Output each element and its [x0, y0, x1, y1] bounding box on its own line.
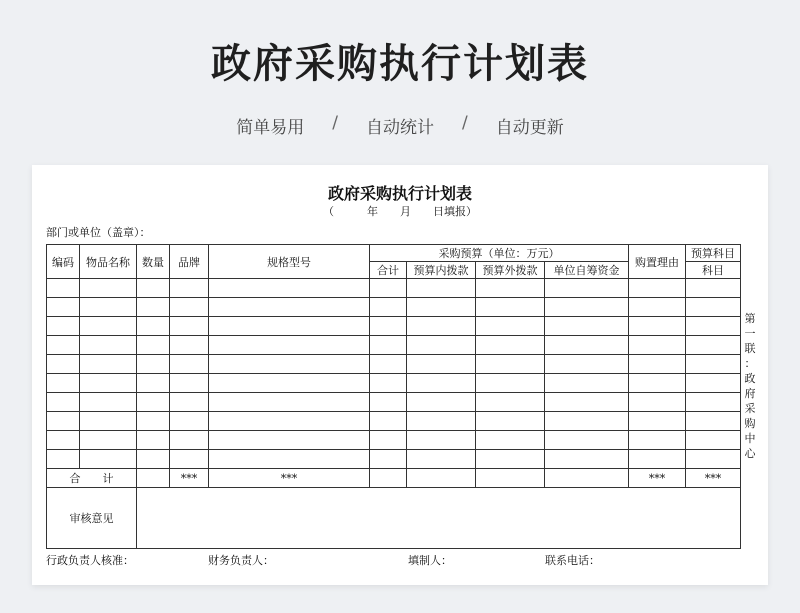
cell-subject[interactable]: [686, 317, 741, 336]
side-note-char: 第: [744, 312, 756, 325]
header-code: 编码: [47, 245, 80, 279]
cell-quantity[interactable]: [137, 298, 170, 317]
cell-spec[interactable]: [209, 317, 370, 336]
cell-reason[interactable]: [629, 374, 686, 393]
cell-budget-out[interactable]: [476, 412, 545, 431]
table-row: [47, 431, 741, 450]
cell-item-name[interactable]: [80, 298, 137, 317]
cell-item-name[interactable]: [80, 279, 137, 298]
cell-reason[interactable]: [629, 431, 686, 450]
cell-budget-in[interactable]: [407, 393, 476, 412]
footer-filler: 填制人：: [408, 554, 452, 567]
cell-reason[interactable]: [629, 279, 686, 298]
cell-item-name[interactable]: [80, 374, 137, 393]
cell-subject[interactable]: [686, 279, 741, 298]
cell-budget-self[interactable]: [545, 298, 629, 317]
total-brand: ***: [170, 469, 209, 488]
cell-budget-self[interactable]: [545, 412, 629, 431]
tag-auto-stat: 自动统计: [366, 118, 434, 138]
cell-code[interactable]: [47, 431, 80, 450]
cell-budget-total[interactable]: [370, 374, 407, 393]
header-budget-total: 合计: [370, 262, 407, 279]
banner-subtitle: [0, 113, 800, 138]
cell-brand[interactable]: [170, 279, 209, 298]
signature-footer: [46, 552, 746, 566]
header-subject: 科目: [686, 262, 741, 279]
cell-brand[interactable]: [170, 450, 209, 469]
side-note: [743, 311, 757, 461]
header-budget-in: 预算内拨款: [407, 262, 476, 279]
form-sheet: [32, 165, 768, 585]
cell-brand[interactable]: [170, 336, 209, 355]
banner-title: 政府采购执行计划表: [211, 41, 589, 87]
side-note-char: 中: [744, 432, 756, 445]
cell-code[interactable]: [47, 317, 80, 336]
cell-budget-out[interactable]: [476, 355, 545, 374]
total-budget-cell[interactable]: [370, 469, 407, 488]
cell-budget-out[interactable]: [476, 279, 545, 298]
cell-budget-self[interactable]: [545, 279, 629, 298]
tag-auto-update: 自动更新: [495, 118, 564, 138]
review-label: 审核意见: [47, 488, 137, 549]
review-opinion-cell[interactable]: [137, 488, 741, 549]
total-budget-self-cell[interactable]: [545, 469, 629, 488]
header-spec: 规格型号: [209, 245, 370, 279]
cell-budget-self[interactable]: [545, 336, 629, 355]
cell-quantity[interactable]: [137, 431, 170, 450]
header-reason: 购置理由: [629, 245, 686, 279]
cell-subject[interactable]: [686, 298, 741, 317]
table-row: [47, 393, 741, 412]
cell-budget-out[interactable]: [476, 431, 545, 450]
cell-reason[interactable]: [629, 355, 686, 374]
cell-reason[interactable]: [629, 393, 686, 412]
cell-brand[interactable]: [170, 298, 209, 317]
table-row: [47, 374, 741, 393]
tag-easy: 简单易用: [236, 118, 305, 138]
cell-budget-out[interactable]: [476, 450, 545, 469]
cell-budget-total[interactable]: [370, 412, 407, 431]
header-brand: 品牌: [170, 245, 209, 279]
side-note-char: 府: [744, 387, 756, 400]
cell-budget-self[interactable]: [545, 431, 629, 450]
cell-budget-in[interactable]: [407, 317, 476, 336]
cell-code[interactable]: [47, 279, 80, 298]
tag-separator: /: [332, 113, 338, 133]
cell-item-name[interactable]: [80, 336, 137, 355]
cell-subject[interactable]: [686, 393, 741, 412]
cell-budget-in[interactable]: [407, 412, 476, 431]
cell-reason[interactable]: [629, 450, 686, 469]
cell-subject[interactable]: [686, 336, 741, 355]
table-row: [47, 279, 741, 298]
footer-phone: 联系电话：: [545, 554, 600, 567]
cell-quantity[interactable]: [137, 279, 170, 298]
cell-item-name[interactable]: [80, 355, 137, 374]
side-note-char: 一: [744, 327, 756, 340]
cell-item-name[interactable]: [80, 450, 137, 469]
header-budget-group: 采购预算（单位：万元）: [370, 245, 629, 262]
cell-subject[interactable]: [686, 374, 741, 393]
cell-reason[interactable]: [629, 298, 686, 317]
cell-quantity[interactable]: [137, 355, 170, 374]
table-row: [47, 412, 741, 431]
dept-label: 部门或单位（盖章）：: [46, 226, 151, 239]
cell-spec[interactable]: [209, 336, 370, 355]
cell-brand[interactable]: [170, 412, 209, 431]
cell-code[interactable]: [47, 374, 80, 393]
cell-subject[interactable]: [686, 431, 741, 450]
cell-budget-out[interactable]: [476, 298, 545, 317]
cell-budget-total[interactable]: [370, 336, 407, 355]
cell-quantity[interactable]: [137, 317, 170, 336]
cell-item-name[interactable]: [80, 393, 137, 412]
cell-budget-out[interactable]: [476, 374, 545, 393]
cell-brand[interactable]: [170, 355, 209, 374]
cell-code[interactable]: [47, 393, 80, 412]
cell-item-name[interactable]: [80, 317, 137, 336]
cell-budget-self[interactable]: [545, 355, 629, 374]
cell-subject[interactable]: [686, 412, 741, 431]
cell-reason[interactable]: [629, 317, 686, 336]
table-row: [47, 317, 741, 336]
cell-code[interactable]: [47, 336, 80, 355]
cell-reason[interactable]: [629, 412, 686, 431]
cell-quantity[interactable]: [137, 336, 170, 355]
date-line: （ 年 月 日填报）: [323, 205, 477, 218]
total-row: [47, 469, 741, 488]
footer-admin: 行政负责人核准：: [46, 554, 134, 567]
side-note-char: 政: [744, 372, 756, 385]
header-budget-out: 预算外拨款: [476, 262, 545, 279]
cell-quantity[interactable]: [137, 393, 170, 412]
side-note-char: 购: [744, 417, 756, 430]
side-note-char: 心: [744, 447, 756, 460]
cell-budget-in[interactable]: [407, 374, 476, 393]
cell-budget-total[interactable]: [370, 317, 407, 336]
cell-budget-out[interactable]: [476, 393, 545, 412]
header-item-name: 物品名称: [80, 245, 137, 279]
cell-budget-in[interactable]: [407, 355, 476, 374]
cell-budget-total[interactable]: [370, 298, 407, 317]
cell-reason[interactable]: [629, 336, 686, 355]
cell-budget-in[interactable]: [407, 431, 476, 450]
cell-budget-total[interactable]: [370, 355, 407, 374]
cell-quantity[interactable]: [137, 374, 170, 393]
cell-budget-self[interactable]: [545, 393, 629, 412]
cell-budget-self[interactable]: [545, 374, 629, 393]
cell-budget-in[interactable]: [407, 298, 476, 317]
cell-brand[interactable]: [170, 374, 209, 393]
cell-brand[interactable]: [170, 317, 209, 336]
side-note-char: ：: [744, 357, 756, 370]
review-row: [47, 488, 741, 549]
cell-code[interactable]: [47, 298, 80, 317]
cell-subject[interactable]: [686, 355, 741, 374]
cell-budget-total[interactable]: [370, 450, 407, 469]
cell-budget-total[interactable]: [370, 279, 407, 298]
cell-item-name[interactable]: [80, 412, 137, 431]
table-row: [47, 298, 741, 317]
cell-quantity[interactable]: [137, 450, 170, 469]
cell-budget-out[interactable]: [476, 317, 545, 336]
cell-quantity[interactable]: [137, 412, 170, 431]
header-budget-self: 单位自筹资金: [545, 262, 629, 279]
cell-budget-total[interactable]: [370, 431, 407, 450]
cell-budget-total[interactable]: [370, 393, 407, 412]
cell-spec[interactable]: [209, 450, 370, 469]
side-note-char: 采: [744, 402, 756, 415]
total-quantity-cell[interactable]: [137, 469, 170, 488]
cell-code[interactable]: [47, 412, 80, 431]
cell-brand[interactable]: [170, 431, 209, 450]
side-note-char: 联: [744, 342, 756, 355]
total-spec: ***: [209, 469, 370, 488]
cell-budget-self[interactable]: [545, 450, 629, 469]
cell-spec[interactable]: [209, 374, 370, 393]
cell-spec[interactable]: [209, 431, 370, 450]
total-budget-in-cell[interactable]: [407, 469, 476, 488]
form-title: 政府采购执行计划表: [327, 184, 472, 203]
total-label: 合 计: [47, 469, 137, 488]
cell-budget-self[interactable]: [545, 317, 629, 336]
total-budget-out-cell[interactable]: [476, 469, 545, 488]
cell-code[interactable]: [47, 450, 80, 469]
cell-spec[interactable]: [209, 279, 370, 298]
plan-table: [46, 244, 741, 549]
cell-budget-in[interactable]: [407, 336, 476, 355]
tag-separator: /: [462, 113, 468, 133]
cell-budget-in[interactable]: [407, 279, 476, 298]
cell-brand[interactable]: [170, 393, 209, 412]
header-quantity: 数量: [137, 245, 170, 279]
cell-spec[interactable]: [209, 412, 370, 431]
cell-subject[interactable]: [686, 450, 741, 469]
footer-finance: 财务负责人：: [208, 554, 274, 567]
cell-code[interactable]: [47, 355, 80, 374]
header-subject-group: 预算科目: [686, 245, 741, 262]
cell-item-name[interactable]: [80, 431, 137, 450]
cell-spec[interactable]: [209, 298, 370, 317]
total-reason: ***: [629, 469, 686, 488]
cell-budget-out[interactable]: [476, 336, 545, 355]
table-row: [47, 355, 741, 374]
cell-spec[interactable]: [209, 355, 370, 374]
cell-budget-in[interactable]: [407, 450, 476, 469]
table-row: [47, 336, 741, 355]
cell-spec[interactable]: [209, 393, 370, 412]
table-row: [47, 450, 741, 469]
total-subject: ***: [686, 469, 741, 488]
